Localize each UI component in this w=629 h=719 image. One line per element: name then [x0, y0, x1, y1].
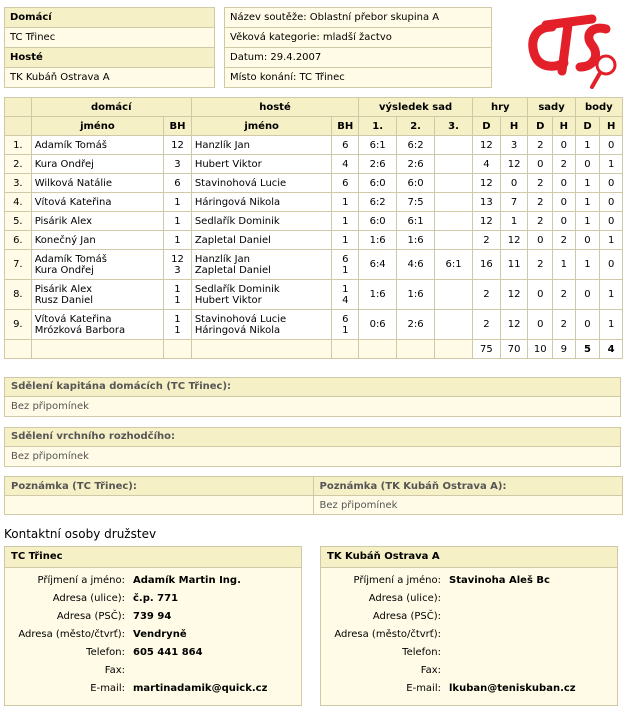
sets-guest: 1 — [553, 250, 576, 280]
match-row — [5, 155, 623, 174]
guest-player-line: Hanzlík Jan — [194, 253, 250, 265]
contact-home-box — [4, 546, 302, 706]
match-row — [5, 310, 623, 340]
contact-home-team: TC Třinec — [5, 547, 301, 568]
contact-label: Telefon: — [86, 646, 125, 658]
totals-empty — [5, 340, 32, 359]
guest-player-line: Zapletal Daniel — [194, 234, 271, 246]
home-player — [31, 250, 163, 280]
set2-score: 1:6 — [397, 280, 435, 310]
competition-name: Název soutěže: Oblastní přebor skupina A — [225, 8, 492, 28]
guest-bh-line: 6 — [342, 253, 349, 265]
contact-value: č.p. 771 — [133, 592, 179, 604]
club-logo — [522, 5, 622, 93]
set3-score — [435, 193, 473, 212]
home-player — [31, 231, 163, 250]
guest-bh — [332, 136, 359, 155]
home-team-name: TC Třinec — [5, 28, 215, 48]
guest-bh-line: 6 — [342, 313, 349, 325]
note-home-text — [5, 496, 314, 515]
guest-player-line: Háringová Nikola — [194, 196, 281, 208]
col-header-home-name: jméno — [31, 117, 163, 136]
contact-label: Příjmení a jméno: — [37, 574, 125, 586]
match-row — [5, 136, 623, 155]
totals-row — [5, 340, 623, 359]
home-bh-line: 1 — [174, 324, 181, 336]
total-games-guest: 70 — [500, 340, 528, 359]
points-guest: 0 — [600, 250, 623, 280]
contact-value: Adamík Martin Ing. — [133, 574, 241, 586]
totals-empty — [435, 340, 473, 359]
total-sets-guest: 9 — [553, 340, 576, 359]
contact-value[interactable]: martinadamik@quick.cz — [133, 682, 268, 694]
home-bh — [164, 280, 192, 310]
guest-player-line: Háringová Nikola — [194, 324, 281, 336]
contacts-title: Kontaktní osoby družstev — [4, 527, 157, 541]
row-number: 1. — [5, 136, 32, 155]
col-header-set2: 2. — [397, 117, 435, 136]
totals-empty — [397, 340, 435, 359]
guest-player-line: Sedlařík Dominik — [194, 215, 280, 227]
captain-home-text: Bez připomínek — [4, 396, 621, 417]
contact-row — [321, 571, 576, 589]
sets-home: 0 — [528, 280, 553, 310]
games-home: 2 — [473, 310, 501, 340]
col-header-guest-name: jméno — [191, 117, 332, 136]
guest-player-line: Hubert Viktor — [194, 158, 262, 170]
contact-value[interactable]: lkuban@teniskuban.cz — [449, 682, 576, 694]
set1-score: 2:6 — [359, 155, 397, 174]
points-home: 1 — [575, 212, 600, 231]
row-number: 6. — [5, 231, 32, 250]
home-bh-line: 1 — [174, 283, 181, 295]
set3-score — [435, 174, 473, 193]
guest-player — [191, 136, 332, 155]
set1-score: 6:2 — [359, 193, 397, 212]
home-player — [31, 136, 163, 155]
col-header-guest-bh: BH — [332, 117, 359, 136]
points-guest: 0 — [600, 212, 623, 231]
games-guest: 7 — [500, 193, 528, 212]
points-home: 1 — [575, 193, 600, 212]
totals-empty — [164, 340, 192, 359]
sets-home: 2 — [528, 174, 553, 193]
contact-row — [321, 679, 576, 697]
home-player-line: Konečný Jan — [34, 234, 96, 246]
set2-score: 2:6 — [397, 310, 435, 340]
guest-bh — [332, 310, 359, 340]
contact-label: Adresa (PSČ): — [372, 610, 441, 622]
group-header-games: hry — [473, 98, 528, 117]
contact-row — [321, 643, 576, 661]
total-points-home: 5 — [575, 340, 600, 359]
contact-row — [321, 661, 576, 679]
contact-guest-team: TK Kubáň Ostrava A — [321, 547, 617, 568]
sets-guest: 0 — [553, 212, 576, 231]
home-player-line: Pisárik Alex — [34, 283, 92, 295]
contact-label: Adresa (ulice): — [368, 592, 441, 604]
points-home: 1 — [575, 174, 600, 193]
row-number: 4. — [5, 193, 32, 212]
corner-cell — [5, 98, 32, 117]
points-home: 0 — [575, 310, 600, 340]
set3-score — [435, 280, 473, 310]
contact-label: Fax: — [104, 664, 125, 676]
contact-guest-table — [321, 571, 576, 697]
home-label: Domácí — [5, 8, 215, 28]
guest-bh — [332, 280, 359, 310]
contact-value: Vendryně — [133, 628, 187, 640]
guest-player — [191, 280, 332, 310]
guest-team-name: TK Kubáň Ostrava A — [5, 68, 215, 88]
group-header-sets-result: výsledek sad — [359, 98, 473, 117]
home-player — [31, 174, 163, 193]
sub-header-row — [5, 117, 623, 136]
group-header-sets: sady — [528, 98, 575, 117]
points-guest: 1 — [600, 280, 623, 310]
guest-player — [191, 174, 332, 193]
note-guest-title: Poznámka (TK Kubáň Ostrava A): — [313, 477, 623, 496]
home-bh — [164, 212, 192, 231]
referee-text: Bez připomínek — [4, 446, 621, 467]
row-number: 7. — [5, 250, 32, 280]
competition-venue: Místo konání: TC Třinec — [225, 68, 492, 88]
sets-home: 2 — [528, 250, 553, 280]
guest-bh — [332, 155, 359, 174]
set2-score: 6:2 — [397, 136, 435, 155]
home-player-line: Vítová Kateřina — [34, 196, 112, 208]
home-player-line: Wilková Natálie — [34, 177, 113, 189]
row-number: 9. — [5, 310, 32, 340]
set2-score: 6:1 — [397, 212, 435, 231]
games-guest: 3 — [500, 136, 528, 155]
contact-row — [5, 589, 267, 607]
home-player-line: Adamík Tomáš — [34, 139, 107, 151]
guest-bh — [332, 174, 359, 193]
total-points-guest: 4 — [600, 340, 623, 359]
points-guest: 0 — [600, 174, 623, 193]
col-header-games-guest: H — [500, 117, 528, 136]
contact-row — [5, 607, 267, 625]
games-home: 13 — [473, 193, 501, 212]
set1-score: 6:0 — [359, 212, 397, 231]
contact-label: Adresa (město/čtvrť): — [334, 628, 441, 640]
guest-player-line: Sedlařík Dominik — [194, 283, 280, 295]
points-home: 1 — [575, 136, 600, 155]
contact-row — [5, 679, 267, 697]
match-row — [5, 174, 623, 193]
points-home: 0 — [575, 280, 600, 310]
sets-guest: 0 — [553, 193, 576, 212]
total-sets-home: 10 — [528, 340, 553, 359]
match-results-table — [4, 97, 623, 359]
set3-score: 6:1 — [435, 250, 473, 280]
home-bh-line: 6 — [174, 177, 181, 189]
group-header-row — [5, 98, 623, 117]
home-bh-line: 1 — [174, 313, 181, 325]
home-player — [31, 193, 163, 212]
col-header-games-home: D — [473, 117, 501, 136]
home-bh-line: 1 — [174, 215, 181, 227]
contact-row — [5, 661, 267, 679]
contact-label: Adresa (PSČ): — [56, 610, 125, 622]
home-bh — [164, 193, 192, 212]
games-guest: 1 — [500, 212, 528, 231]
home-bh — [164, 136, 192, 155]
sets-home: 0 — [528, 310, 553, 340]
set2-score: 6:0 — [397, 174, 435, 193]
games-home: 4 — [473, 155, 501, 174]
home-player-line: Kura Ondřej — [34, 264, 94, 276]
contact-label: Adresa (město/čtvrť): — [18, 628, 125, 640]
guest-bh-line: 1 — [342, 234, 349, 246]
sets-guest: 0 — [553, 136, 576, 155]
contact-row — [5, 571, 267, 589]
contact-guest-box — [320, 546, 618, 706]
guest-bh-line: 1 — [342, 215, 349, 227]
contact-value — [133, 661, 267, 679]
sets-home: 0 — [528, 155, 553, 174]
note-home-title: Poznámka (TC Třinec): — [5, 477, 314, 496]
games-home: 12 — [473, 136, 501, 155]
totals-empty — [191, 340, 332, 359]
group-header-guest: hosté — [191, 98, 358, 117]
home-player-line: Adamík Tomáš — [34, 253, 107, 265]
home-player — [31, 280, 163, 310]
set2-score: 2:6 — [397, 155, 435, 174]
games-guest: 12 — [500, 280, 528, 310]
guest-player-line: Hubert Viktor — [194, 294, 262, 306]
points-guest: 0 — [600, 193, 623, 212]
home-player — [31, 212, 163, 231]
guest-player-line: Stavinohová Lucie — [194, 313, 287, 325]
referee-title: Sdělení vrchního rozhodčího: — [4, 427, 621, 446]
home-player-line: Mrózková Barbora — [34, 324, 126, 336]
group-header-home: domácí — [31, 98, 191, 117]
points-guest: 1 — [600, 155, 623, 174]
set3-score — [435, 212, 473, 231]
guest-player — [191, 310, 332, 340]
contact-value — [449, 607, 576, 625]
set1-score: 1:6 — [359, 280, 397, 310]
contact-row — [321, 625, 576, 643]
contact-label: Adresa (ulice): — [52, 592, 125, 604]
home-bh-line: 3 — [174, 264, 181, 276]
guest-bh — [332, 193, 359, 212]
match-table-body — [5, 136, 623, 359]
guest-player — [191, 250, 332, 280]
points-guest: 1 — [600, 231, 623, 250]
contact-value — [449, 661, 576, 679]
home-player — [31, 310, 163, 340]
set2-score: 7:5 — [397, 193, 435, 212]
home-bh-line: 12 — [171, 139, 184, 151]
col-header-set1: 1. — [359, 117, 397, 136]
set2-score: 4:6 — [397, 250, 435, 280]
sets-guest: 2 — [553, 155, 576, 174]
home-bh — [164, 174, 192, 193]
games-home: 12 — [473, 174, 501, 193]
home-bh — [164, 250, 192, 280]
note-guest-text: Bez připomínek — [313, 496, 623, 515]
guest-bh-line: 6 — [342, 139, 349, 151]
group-header-points: body — [575, 98, 622, 117]
set1-score: 0:6 — [359, 310, 397, 340]
guest-bh-line: 1 — [342, 324, 349, 336]
competition-category: Věková kategorie: mladší žactvo — [225, 28, 492, 48]
sets-home: 0 — [528, 231, 553, 250]
games-home: 2 — [473, 280, 501, 310]
totals-empty — [359, 340, 397, 359]
home-player-line: Rusz Daniel — [34, 294, 94, 306]
set1-score: 1:6 — [359, 231, 397, 250]
contact-label: E-mail: — [406, 682, 441, 694]
sets-home: 2 — [528, 193, 553, 212]
col-header-home-bh: BH — [164, 117, 192, 136]
row-number: 5. — [5, 212, 32, 231]
games-guest: 12 — [500, 155, 528, 174]
row-number: 2. — [5, 155, 32, 174]
set2-score: 1:6 — [397, 231, 435, 250]
games-guest: 11 — [500, 250, 528, 280]
col-header-points-guest: H — [600, 117, 623, 136]
set3-score — [435, 136, 473, 155]
set1-score: 6:4 — [359, 250, 397, 280]
match-row — [5, 231, 623, 250]
home-bh-line: 3 — [174, 158, 181, 170]
contact-label: Příjmení a jméno: — [353, 574, 441, 586]
match-row — [5, 212, 623, 231]
guest-bh-line: 4 — [342, 294, 349, 306]
home-player-line: Kura Ondřej — [34, 158, 94, 170]
guest-player — [191, 212, 332, 231]
contact-row — [321, 607, 576, 625]
set3-score — [435, 310, 473, 340]
sets-guest: 2 — [553, 231, 576, 250]
total-games-home: 75 — [473, 340, 501, 359]
home-bh — [164, 155, 192, 174]
contact-value — [449, 625, 576, 643]
guest-player — [191, 155, 332, 174]
contact-row — [321, 589, 576, 607]
teams-box — [4, 7, 215, 88]
guest-bh — [332, 250, 359, 280]
points-guest: 0 — [600, 136, 623, 155]
sets-guest: 2 — [553, 280, 576, 310]
sets-guest: 0 — [553, 174, 576, 193]
guest-player — [191, 193, 332, 212]
home-bh-line: 1 — [174, 294, 181, 306]
sets-guest: 2 — [553, 310, 576, 340]
guest-bh-line: 1 — [342, 264, 349, 276]
match-row — [5, 250, 623, 280]
sets-home: 2 — [528, 212, 553, 231]
col-header-sets-home: D — [528, 117, 553, 136]
guest-bh-line: 1 — [342, 283, 349, 295]
contact-row — [5, 643, 267, 661]
match-row — [5, 280, 623, 310]
home-player-line: Pisárik Alex — [34, 215, 92, 227]
contact-value: Stavinoha Aleš Bc — [449, 574, 550, 586]
col-header-points-home: D — [575, 117, 600, 136]
home-bh-line: 1 — [174, 234, 181, 246]
set3-score — [435, 231, 473, 250]
col-header-sets-guest: H — [553, 117, 576, 136]
totals-empty — [332, 340, 359, 359]
home-bh-line: 12 — [171, 253, 184, 265]
contact-value — [449, 643, 576, 661]
contact-label: Fax: — [420, 664, 441, 676]
contact-label: Telefon: — [402, 646, 441, 658]
guest-player — [191, 231, 332, 250]
games-guest: 12 — [500, 231, 528, 250]
games-guest: 0 — [500, 174, 528, 193]
guest-bh — [332, 212, 359, 231]
home-bh — [164, 310, 192, 340]
guest-label: Hosté — [5, 48, 215, 68]
row-number: 3. — [5, 174, 32, 193]
home-bh — [164, 231, 192, 250]
guest-bh-line: 1 — [342, 196, 349, 208]
captain-home-title: Sdělení kapitána domácích (TC Třinec): — [4, 377, 621, 396]
sets-home: 2 — [528, 136, 553, 155]
set3-score — [435, 155, 473, 174]
col-header-set3: 3. — [435, 117, 473, 136]
home-player-line: Vítová Kateřina — [34, 313, 112, 325]
corner-cell — [5, 117, 32, 136]
points-home: 1 — [575, 250, 600, 280]
match-row — [5, 193, 623, 212]
notes-table — [4, 476, 623, 515]
points-guest: 1 — [600, 310, 623, 340]
games-guest: 12 — [500, 310, 528, 340]
contact-value: 605 441 864 — [133, 646, 203, 658]
contact-value — [449, 589, 576, 607]
guest-player-line: Stavinohová Lucie — [194, 177, 287, 189]
points-home: 0 — [575, 231, 600, 250]
home-player — [31, 155, 163, 174]
guest-bh — [332, 231, 359, 250]
points-home: 0 — [575, 155, 600, 174]
contact-home-table — [5, 571, 267, 697]
contact-row — [5, 625, 267, 643]
competition-box — [224, 7, 492, 88]
row-number: 8. — [5, 280, 32, 310]
captain-home-section — [4, 377, 621, 417]
guest-bh-line: 4 — [342, 158, 349, 170]
guest-player-line: Zapletal Daniel — [194, 264, 271, 276]
games-home: 16 — [473, 250, 501, 280]
games-home: 2 — [473, 231, 501, 250]
guest-bh-line: 6 — [342, 177, 349, 189]
referee-section — [4, 427, 621, 467]
contact-label: E-mail: — [90, 682, 125, 694]
contact-value: 739 94 — [133, 610, 172, 622]
home-bh-line: 1 — [174, 196, 181, 208]
guest-player-line: Hanzlík Jan — [194, 139, 250, 151]
set1-score: 6:1 — [359, 136, 397, 155]
set1-score: 6:0 — [359, 174, 397, 193]
games-home: 12 — [473, 212, 501, 231]
competition-date: Datum: 29.4.2007 — [225, 48, 492, 68]
totals-empty — [31, 340, 163, 359]
